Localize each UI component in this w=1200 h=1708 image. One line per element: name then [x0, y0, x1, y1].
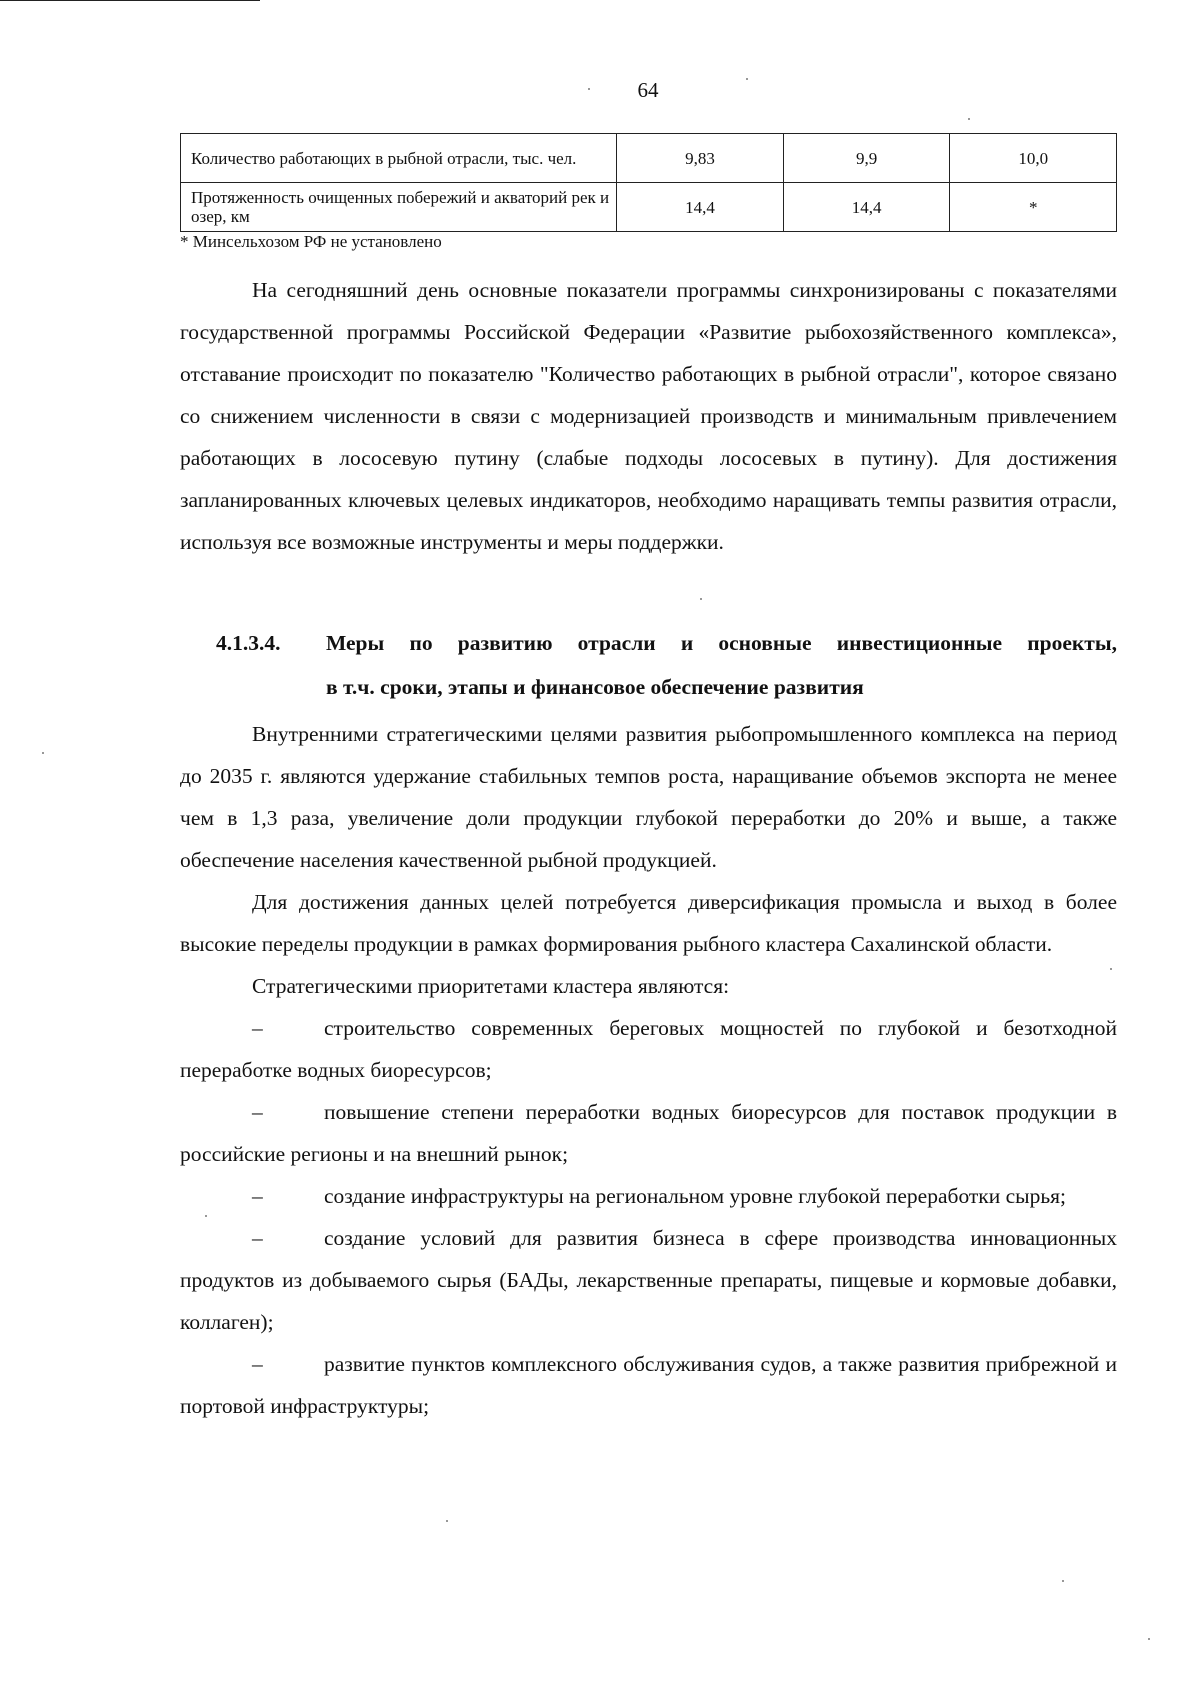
list-dash: – [252, 1226, 263, 1250]
table-cell-value: * [950, 183, 1117, 232]
table-cell-value: 14,4 [617, 183, 784, 232]
section-heading [180, 621, 1117, 709]
scan-speckle [446, 1520, 448, 1522]
list-item-text: строительство современных береговых мощностей по глубокой и безотходной переработке водных биоресурсов; [180, 1016, 1117, 1082]
scan-speckle [700, 598, 702, 600]
table-cell-value: 9,9 [783, 134, 950, 183]
body-block [180, 713, 1117, 1427]
paragraph-1-block [180, 269, 1117, 563]
scan-speckle [588, 88, 590, 90]
list-dash: – [252, 1352, 263, 1376]
list-item [180, 1091, 1117, 1175]
table-footnote: * Минсельхозом РФ не установлено [180, 232, 442, 251]
table-cell-label: Количество работающих в рыбной отрасли, тыс. чел. [181, 134, 617, 183]
section-title-line1: Меры по развитию отрасли и основные инвестиционные проекты, [326, 631, 1117, 655]
section-title-line2: в т.ч. сроки, этапы и финансовое обеспечение развития [326, 675, 864, 699]
list-item [180, 1217, 1117, 1343]
table-cell-value: 10,0 [950, 134, 1117, 183]
list-item [180, 1007, 1117, 1091]
scan-speckle [968, 118, 970, 120]
scan-speckle [42, 752, 44, 754]
table-cell-value: 14,4 [783, 183, 950, 232]
scan-speckle [1148, 1638, 1150, 1640]
list-item-text: развитие пунктов комплексного обслуживания судов, а также развития прибрежной и портовой инфраструктуры; [180, 1352, 1117, 1418]
list-dash: – [252, 1100, 263, 1124]
table-row [181, 134, 1117, 183]
scan-speckle [1062, 1580, 1064, 1582]
list-item-text: повышение степени переработки водных биоресурсов для поставок продукции в российские регионы и на внешний рынок; [180, 1100, 1117, 1166]
list-item-text: создание инфраструктуры на региональном уровне глубокой переработки сырья; [324, 1184, 1067, 1208]
list-item [180, 1175, 1117, 1217]
scan-speckle [205, 1215, 207, 1217]
page-number: 64 [637, 78, 659, 102]
scan-edge-line [0, 0, 260, 1]
table-row [181, 183, 1117, 232]
paragraph: Стратегическими приоритетами кластера являются: [252, 974, 730, 998]
section-number: 4.1.3.4. [216, 631, 281, 655]
indicators-table [180, 133, 1117, 232]
list-dash: – [252, 1184, 263, 1208]
list-item-text: создание условий для развития бизнеса в сфере производства инновационных продуктов из добываемого сырья (БАДы, лекарственные препараты, пищевые и кормовые добавки, коллаген); [180, 1226, 1117, 1334]
paragraph: Внутренними стратегическими целями развития рыбопромышленного комплекса на период до 2035 г. являются удержание стабильных темпов роста, наращивание объемов экспорта не менее чем в 1,3 раза, увеличение доли продукции глубокой переработки до 20% и выше, а также обеспечение населения качественной рыбной продукцией. [180, 722, 1117, 872]
list-item [180, 1343, 1117, 1427]
paragraph: На сегодняшний день основные показатели программы синхронизированы с показателями государственной программы Российской Федерации «Развитие рыбохозяйственного комплекса», отставание происходит по показателю "Количество работающих в рыбной отрасли", которое связано со снижением численности в связи с модернизацией производств и минимальным привлечением работающих в лососевую путину (слабые подходы лососевых в путину). Для достижения запланированных ключевых целевых индикаторов, необходимо наращивать темпы развития отрасли, используя все возможные инструменты и меры поддержки. [180, 278, 1117, 554]
table-cell-label: Протяженность очищенных побережий и акваторий рек и озер, км [181, 183, 617, 232]
list-dash: – [252, 1016, 263, 1040]
table-cell-value: 9,83 [617, 134, 784, 183]
scan-speckle [1110, 968, 1112, 970]
scan-speckle [746, 78, 748, 80]
paragraph: Для достижения данных целей потребуется диверсификация промысла и выход в более высокие переделы продукции в рамках формирования рыбного кластера Сахалинской области. [180, 890, 1117, 956]
